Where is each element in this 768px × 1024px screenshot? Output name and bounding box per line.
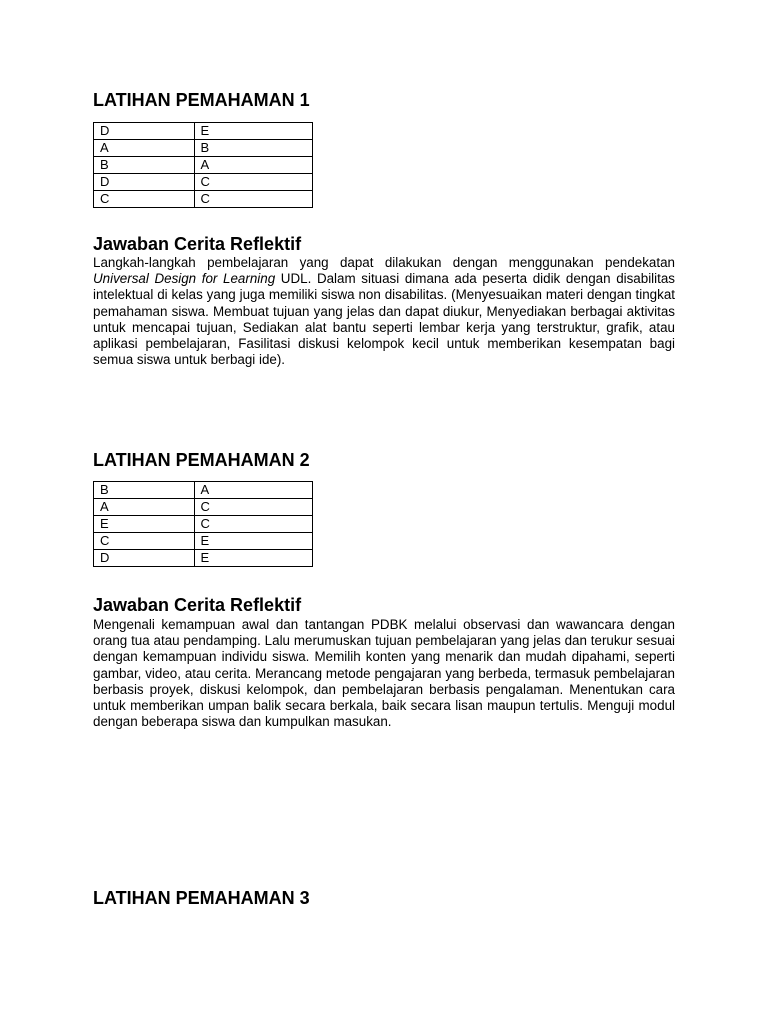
table-row [94, 499, 313, 516]
table-cell: E [194, 550, 312, 567]
table-cell: D [94, 174, 195, 191]
table-cell: C [194, 191, 312, 208]
table-cell: D [94, 550, 195, 567]
section-1-reflection-heading: Jawaban Cerita Reflektif [93, 234, 302, 254]
table-cell: C [194, 499, 312, 516]
section-2-reflection-text: Mengenali kemampuan awal dan tantangan PDBK melalui observasi dan wawancara dengan orang tua atau pendamping. Lalu merumuskan tujuan pembelajaran yang jelas dan terukur sesuai dengan kemampuan individu siswa. Memilih konten yang menarik dan mudah dipahami, seperti gambar, video, atau cerita. Merancang metode pengajaran yang berbeda, termasuk pembelajaran berbasis proyek, diskusi kelompok, dan pembelajaran berbasis pengalaman. Menentukan cara untuk memberikan umpan balik secara berkala, baik secara lisan maupun tertulis. Menguji modul dengan beberapa siswa dan kumpulkan masukan. [93, 617, 675, 730]
table-cell: B [94, 482, 195, 499]
table-row [94, 533, 313, 550]
table-row [94, 482, 313, 499]
section-1-heading: LATIHAN PEMAHAMAN 1 [93, 90, 310, 110]
table-cell: A [94, 140, 195, 157]
table-row [94, 550, 313, 567]
section-2-heading: LATIHAN PEMAHAMAN 2 [93, 450, 310, 470]
reflection-text-italic: Universal Design for Learning [93, 271, 276, 287]
table-cell: D [94, 123, 195, 140]
table-cell: A [194, 157, 312, 174]
table-cell: C [194, 516, 312, 533]
section-1-reflection-text [93, 255, 675, 368]
reflection-text-part: UDL. Dalam situasi dimana ada peserta didik dengan disabilitas intelektual di kelas yang juga memiliki siswa non disabilitas. (Menyesuaikan materi dengan tingkat pemahaman siswa. Membuat tujuan yang jelas dan dapat diukur, Menyediakan berbagai aktivitas untuk mencapai tujuan, Sediakan alat bantu seperti lembar kerja yang terstruktur, grafik, atau aplikasi pembelajaran, Fasilitasi diskusi kelompok kecil untuk memberikan kesempatan bagi semua siswa untuk berbagi ide). [93, 271, 675, 368]
table-cell: C [94, 191, 195, 208]
table-cell: C [94, 533, 195, 550]
table-row [94, 191, 313, 208]
table-cell: E [194, 533, 312, 550]
reflection-text-part: Langkah-langkah pembelajaran yang dapat dilakukan dengan menggunakan pendekatan [93, 255, 675, 270]
table-row [94, 123, 313, 140]
table-cell: B [94, 157, 195, 174]
section-2-answer-table [93, 481, 313, 567]
table-row [94, 174, 313, 191]
table-cell: E [94, 516, 195, 533]
table-cell: A [194, 482, 312, 499]
section-1-answer-table [93, 122, 313, 208]
table-cell: C [194, 174, 312, 191]
table-cell: E [194, 123, 312, 140]
section-3-heading: LATIHAN PEMAHAMAN 3 [93, 888, 310, 908]
table-cell: A [94, 499, 195, 516]
table-row [94, 140, 313, 157]
table-row [94, 516, 313, 533]
table-row [94, 157, 313, 174]
table-cell: B [194, 140, 312, 157]
section-2-reflection-heading: Jawaban Cerita Reflektif [93, 595, 302, 615]
